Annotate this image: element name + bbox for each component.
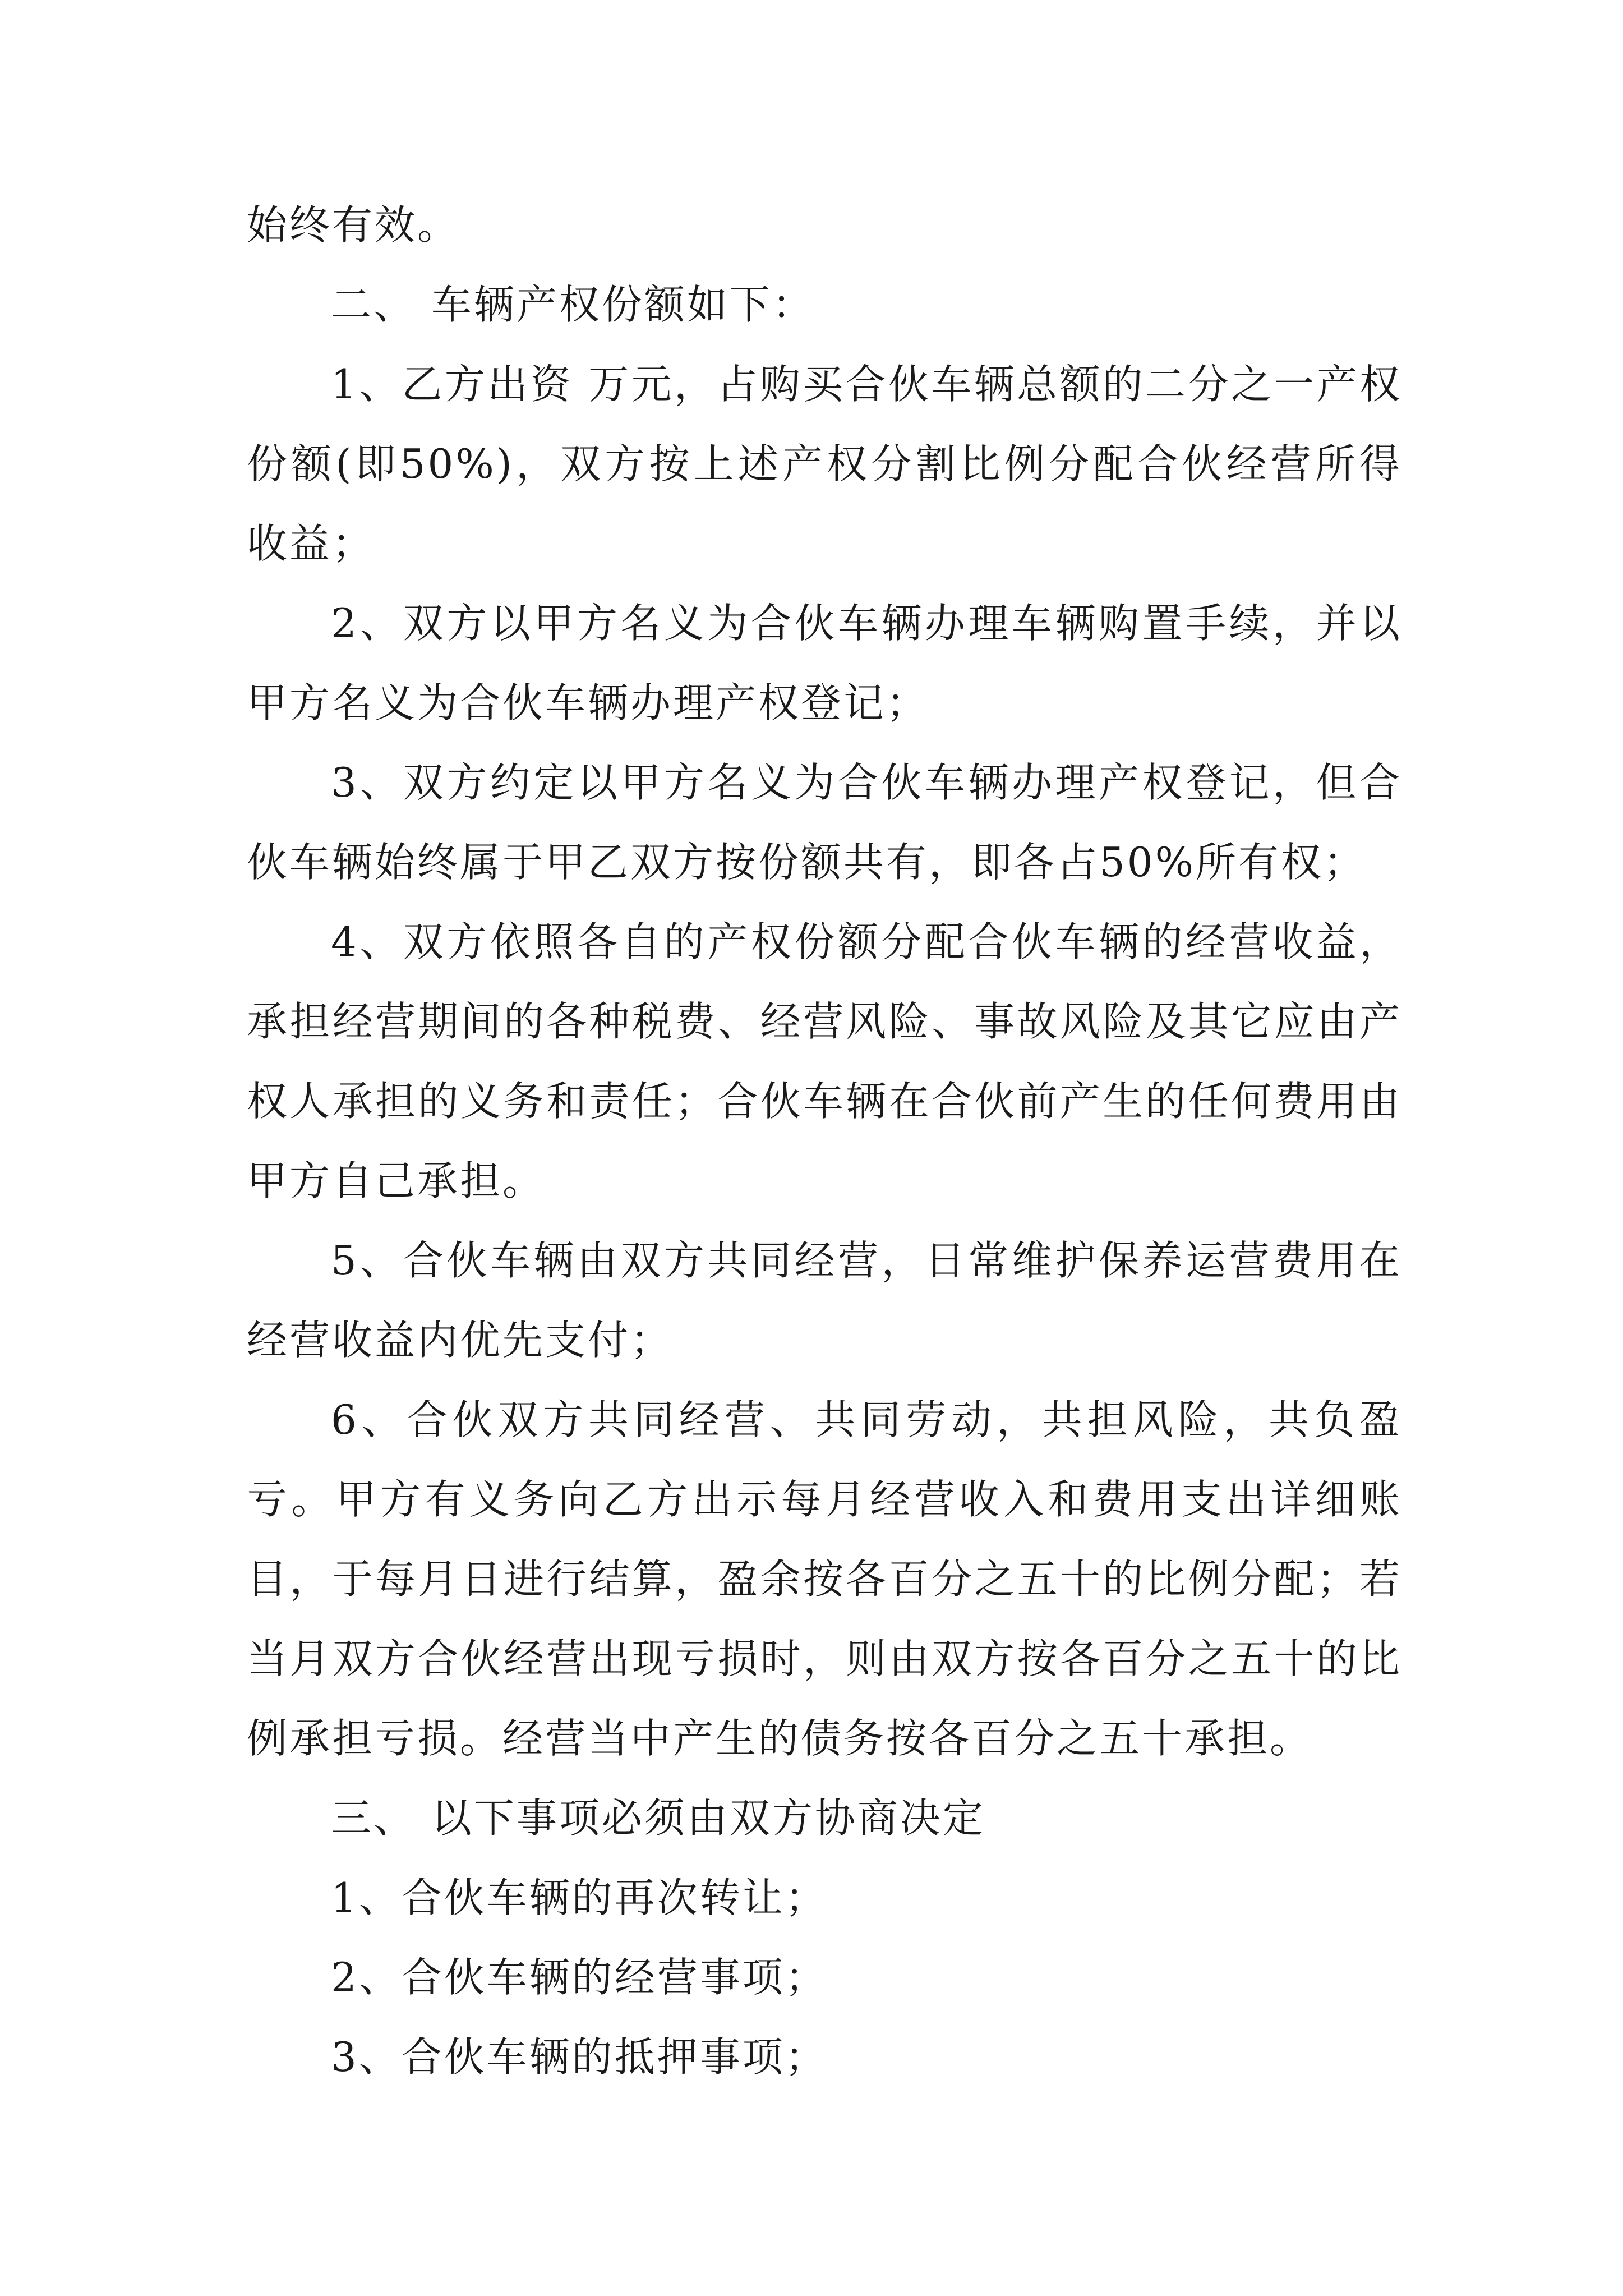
- document-body: [247, 185, 1402, 2097]
- clause-2-5: 5、合伙车辆由双方共同经营，日常维护保养运营费用在经营收益内优先支付；: [247, 1237, 1402, 1364]
- clause-2-4: 4、双方依照各自的产权份额分配合伙车辆的经营收益，承担经营期间的各种税费、经营风险、事故风险及其它应由产权人承担的义务和责任；合伙车辆在合伙前产生的任何费用由甲方自己承担。: [247, 918, 1402, 1204]
- clause-2-1: 1、乙方出资 万元，占购买合伙车辆总额的二分之一产权份额(即50%)，双方按上述产权分割比例分配合伙经营所得收益；: [247, 361, 1402, 567]
- clause-2-6: 6、合伙双方共同经营、共同劳动，共担风险，共负盈亏。甲方有义务向乙方出示每月经营收入和费用支出详细账目，于每月日进行结算，盈余按各百分之五十的比例分配；若当月双方合伙经营出现亏损时，则由双方按各百分之五十的比例承担亏损。经营当中产生的债务按各百分之五十承担。: [247, 1396, 1402, 1762]
- paragraph-continuation: 始终有效。: [247, 201, 460, 249]
- clause-2-3: 3、双方约定以甲方名义为合伙车辆办理产权登记，但合伙车辆始终属于甲乙双方按份额共有，即各占50%所有权；: [247, 759, 1402, 886]
- clause-3-2: 2、合伙车辆的经营事项；: [331, 1954, 828, 2001]
- section-heading-2: 二、 车辆产权份额如下：: [331, 281, 815, 328]
- clause-3-1: 1、合伙车辆的再次转让；: [331, 1874, 828, 1921]
- clause-3-3: 3、合伙车辆的抵押事项；: [331, 2033, 828, 2081]
- clause-2-2: 2、双方以甲方名义为合伙车辆办理车辆购置手续，并以甲方名义为合伙车辆办理产权登记；: [247, 600, 1402, 726]
- section-heading-3: 三、 以下事项必须由双方协商决定: [331, 1795, 985, 1842]
